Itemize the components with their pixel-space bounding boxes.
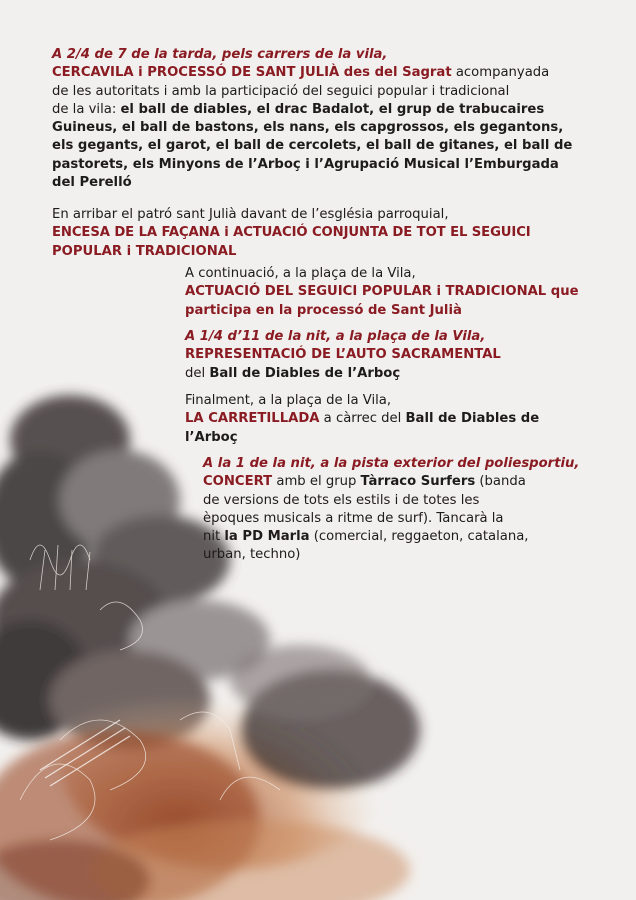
concert-text-4: èpoques musicals a ritme de surf). Tancarà la: [203, 510, 504, 526]
concert-text-2: (banda: [475, 474, 526, 490]
seguici-title-2: participa en la processó de Sant Julià: [185, 302, 462, 318]
procession-list-4: pastorets, els Minyons de l’Arboç i l’Agrupació Musical l’Emburgada: [52, 156, 559, 172]
concert-block: [203, 455, 579, 565]
seguici-intro: A continuació, a la plaça de la Vila,: [185, 266, 416, 281]
facade-title-2: POPULAR i TRADICIONAL: [52, 243, 237, 259]
carretillada-title: LA CARRETILLADA: [185, 411, 320, 427]
carretillada-intro: Finalment, a la plaça de la Vila,: [185, 393, 392, 408]
procession-text-3: de la vila:: [52, 101, 121, 117]
concert-text-3: de versions de tots els estils i de totes les: [203, 492, 480, 508]
seguici-title-1: ACTUACIÓ DEL SEGUICI POPULAR i TRADICIONAL que: [185, 284, 579, 300]
procession-list-5: del Perelló: [52, 175, 132, 191]
carretillada-group-1: Ball de Diables de: [405, 411, 540, 427]
facade-intro: En arribar el patró sant Julià davant de l’església parroquial,: [52, 207, 449, 222]
concert-text-5: nit: [203, 529, 225, 545]
procession-list-3: els gegants, el garot, el ball de cercolets, el ball de gitanes, el ball de: [52, 138, 573, 154]
procession-time: A 2/4 de 7 de la tarda, pels carrers de la vila,: [52, 47, 388, 62]
concert-text-7: urban, techno): [203, 547, 301, 563]
auto-title: REPRESENTACIÓ DE L’AUTO SACRAMENTAL: [185, 347, 501, 363]
auto-text: del: [185, 365, 210, 381]
auto-sacramental-block: [185, 328, 501, 383]
procession-title: CERCAVILA i PROCESSÓ DE SANT JULIÀ des del Sagrat: [52, 65, 452, 81]
procession-block: [52, 46, 572, 192]
carretillada-group-2: l’Arboç: [185, 429, 238, 445]
procession-list-1: el ball de diables, el drac Badalot, el grup de trabucaires: [120, 101, 545, 117]
auto-group: Ball de Diables de l’Arboç: [209, 365, 401, 381]
carretillada-block: [185, 392, 539, 447]
concert-time: A la 1 de la nit, a la pista exterior del poliesportiu,: [203, 456, 580, 471]
seguici-block: [185, 265, 579, 320]
procession-text-1: acompanyada: [451, 65, 550, 81]
concert-text-1: amb el grup: [272, 474, 361, 490]
procession-text-2: de les autoritats i amb la participació del seguici popular i tradicional: [52, 83, 510, 99]
carretillada-text: a càrrec del: [319, 411, 406, 427]
concert-title: CONCERT: [203, 474, 273, 490]
concert-dj: la PD Marla: [224, 529, 310, 545]
facade-title-1: ENCESA DE LA FAÇANA i ACTUACIÓ CONJUNTA DE TOT EL SEGUICI: [52, 225, 531, 241]
concert-band: Tàrraco Surfers: [360, 474, 476, 490]
facade-block: [52, 206, 531, 261]
concert-text-6: (comercial, reggaeton, catalana,: [309, 529, 529, 545]
auto-time: A 1/4 d’11 de la nit, a la plaça de la Vila,: [185, 329, 486, 344]
procession-list-2: Guineus, el ball de bastons, els nans, els capgrossos, els gegantons,: [52, 120, 564, 136]
